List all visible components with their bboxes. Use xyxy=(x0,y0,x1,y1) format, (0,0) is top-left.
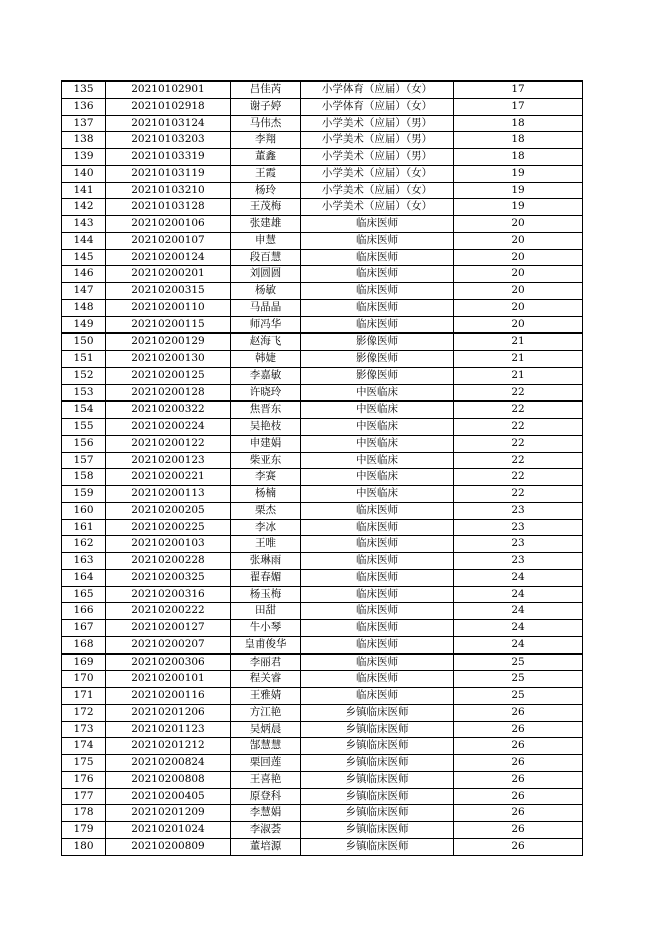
table-row xyxy=(62,620,583,637)
candidate-name-cell: 张建雄 xyxy=(231,216,301,233)
exam-id-cell: 20210200222 xyxy=(106,603,231,620)
table-row xyxy=(62,721,583,738)
exam-id-cell: 20210200221 xyxy=(106,469,231,486)
candidate-name-cell: 张琳雨 xyxy=(231,553,301,570)
table-row xyxy=(62,788,583,805)
group-number-cell: 20 xyxy=(454,266,583,283)
table-row xyxy=(62,132,583,149)
position-cell: 中医临床 xyxy=(301,452,454,469)
row-number-cell: 161 xyxy=(62,519,106,536)
group-number-cell: 20 xyxy=(454,249,583,266)
row-number-cell: 141 xyxy=(62,182,106,199)
position-cell: 临床医师 xyxy=(301,654,454,671)
position-cell: 小学体育（应届）（女） xyxy=(301,98,454,115)
row-number-cell: 160 xyxy=(62,502,106,519)
group-number-cell: 17 xyxy=(454,81,583,98)
position-cell: 临床医师 xyxy=(301,536,454,553)
position-cell: 中医临床 xyxy=(301,469,454,486)
row-number-cell: 142 xyxy=(62,199,106,216)
row-number-cell: 165 xyxy=(62,586,106,603)
position-cell: 中医临床 xyxy=(301,486,454,503)
candidate-name-cell: 韩婕 xyxy=(231,351,301,368)
table-row xyxy=(62,266,583,283)
exam-id-cell: 20210200130 xyxy=(106,351,231,368)
table-row xyxy=(62,333,583,350)
group-number-cell: 24 xyxy=(454,569,583,586)
row-number-cell: 147 xyxy=(62,283,106,300)
row-number-cell: 148 xyxy=(62,299,106,316)
group-number-cell: 22 xyxy=(454,384,583,401)
table-row xyxy=(62,738,583,755)
table-row xyxy=(62,671,583,688)
table-row xyxy=(62,805,583,822)
row-number-cell: 164 xyxy=(62,569,106,586)
group-number-cell: 21 xyxy=(454,367,583,384)
position-cell: 临床医师 xyxy=(301,603,454,620)
row-number-cell: 163 xyxy=(62,553,106,570)
candidate-name-cell: 刘圆圆 xyxy=(231,266,301,283)
table-row xyxy=(62,299,583,316)
group-number-cell: 23 xyxy=(454,502,583,519)
group-number-cell: 22 xyxy=(454,469,583,486)
group-number-cell: 18 xyxy=(454,132,583,149)
exam-id-cell: 20210201024 xyxy=(106,822,231,839)
group-number-cell: 24 xyxy=(454,636,583,653)
exam-id-cell: 20210200325 xyxy=(106,569,231,586)
row-number-cell: 162 xyxy=(62,536,106,553)
row-number-cell: 138 xyxy=(62,132,106,149)
candidate-name-cell: 吴艳枝 xyxy=(231,419,301,436)
row-number-cell: 167 xyxy=(62,620,106,637)
candidate-name-cell: 段百慧 xyxy=(231,249,301,266)
exam-id-cell: 20210200113 xyxy=(106,486,231,503)
candidate-name-cell: 杨玉梅 xyxy=(231,586,301,603)
exam-id-cell: 20210200125 xyxy=(106,367,231,384)
group-number-cell: 20 xyxy=(454,283,583,300)
group-number-cell: 21 xyxy=(454,333,583,350)
group-number-cell: 25 xyxy=(454,654,583,671)
candidate-name-cell: 王喜艳 xyxy=(231,771,301,788)
position-cell: 乡镇临床医师 xyxy=(301,788,454,805)
candidate-name-cell: 李丽君 xyxy=(231,654,301,671)
position-cell: 临床医师 xyxy=(301,216,454,233)
table-row xyxy=(62,569,583,586)
exam-id-cell: 20210200207 xyxy=(106,636,231,653)
position-cell: 临床医师 xyxy=(301,553,454,570)
position-cell: 中医临床 xyxy=(301,384,454,401)
position-cell: 乡镇临床医师 xyxy=(301,721,454,738)
table-row xyxy=(62,81,583,98)
exam-id-cell: 20210200107 xyxy=(106,232,231,249)
exam-id-cell: 20210200824 xyxy=(106,755,231,772)
exam-id-cell: 20210200405 xyxy=(106,788,231,805)
row-number-cell: 158 xyxy=(62,469,106,486)
exam-id-cell: 20210103119 xyxy=(106,165,231,182)
table-row xyxy=(62,586,583,603)
row-number-cell: 154 xyxy=(62,401,106,418)
exam-id-cell: 20210200306 xyxy=(106,654,231,671)
group-number-cell: 22 xyxy=(454,486,583,503)
group-number-cell: 23 xyxy=(454,553,583,570)
group-number-cell: 25 xyxy=(454,688,583,705)
group-number-cell: 26 xyxy=(454,788,583,805)
candidate-name-cell: 原登科 xyxy=(231,788,301,805)
table-row xyxy=(62,452,583,469)
group-number-cell: 22 xyxy=(454,419,583,436)
exam-id-cell: 20210102918 xyxy=(106,98,231,115)
position-cell: 影像医师 xyxy=(301,333,454,350)
position-cell: 小学美术（应届）（女） xyxy=(301,182,454,199)
group-number-cell: 26 xyxy=(454,704,583,721)
position-cell: 临床医师 xyxy=(301,569,454,586)
group-number-cell: 24 xyxy=(454,586,583,603)
position-cell: 中医临床 xyxy=(301,435,454,452)
candidate-name-cell: 翟春媚 xyxy=(231,569,301,586)
table-row xyxy=(62,367,583,384)
row-number-cell: 139 xyxy=(62,149,106,166)
group-number-cell: 26 xyxy=(454,822,583,839)
exam-id-cell: 20210200122 xyxy=(106,435,231,452)
table-row xyxy=(62,688,583,705)
group-number-cell: 17 xyxy=(454,98,583,115)
position-cell: 临床医师 xyxy=(301,283,454,300)
table-row xyxy=(62,199,583,216)
table-body xyxy=(62,81,583,855)
exam-id-cell: 20210200224 xyxy=(106,419,231,436)
candidate-name-cell: 王霞 xyxy=(231,165,301,182)
table-row xyxy=(62,553,583,570)
group-number-cell: 22 xyxy=(454,452,583,469)
row-number-cell: 136 xyxy=(62,98,106,115)
row-number-cell: 151 xyxy=(62,351,106,368)
candidate-name-cell: 许晓玲 xyxy=(231,384,301,401)
position-cell: 小学美术（应届）（男） xyxy=(301,115,454,132)
exam-id-cell: 20210102901 xyxy=(106,81,231,98)
position-cell: 中医临床 xyxy=(301,419,454,436)
exam-id-cell: 20210200123 xyxy=(106,452,231,469)
candidate-name-cell: 方江艳 xyxy=(231,704,301,721)
row-number-cell: 180 xyxy=(62,838,106,855)
group-number-cell: 26 xyxy=(454,755,583,772)
table-row xyxy=(62,98,583,115)
group-number-cell: 22 xyxy=(454,401,583,418)
table-row xyxy=(62,182,583,199)
exam-id-cell: 20210200128 xyxy=(106,384,231,401)
row-number-cell: 168 xyxy=(62,636,106,653)
position-cell: 小学美术（应届）（男） xyxy=(301,149,454,166)
exam-id-cell: 20210200116 xyxy=(106,688,231,705)
exam-id-cell: 20210200809 xyxy=(106,838,231,855)
table-row xyxy=(62,351,583,368)
exam-id-cell: 20210201206 xyxy=(106,704,231,721)
position-cell: 小学美术（应届）（男） xyxy=(301,132,454,149)
table-row xyxy=(62,232,583,249)
exam-id-cell: 20210200316 xyxy=(106,586,231,603)
table-row xyxy=(62,838,583,855)
group-number-cell: 18 xyxy=(454,149,583,166)
candidate-name-cell: 皇甫俊华 xyxy=(231,636,301,653)
exam-id-cell: 20210200315 xyxy=(106,283,231,300)
position-cell: 中医临床 xyxy=(301,401,454,418)
table-row xyxy=(62,704,583,721)
candidate-name-cell: 焦晋东 xyxy=(231,401,301,418)
group-number-cell: 26 xyxy=(454,805,583,822)
exam-id-cell: 20210200124 xyxy=(106,249,231,266)
group-number-cell: 20 xyxy=(454,216,583,233)
group-number-cell: 19 xyxy=(454,199,583,216)
exam-id-cell: 20210200201 xyxy=(106,266,231,283)
candidate-name-cell: 杨敏 xyxy=(231,283,301,300)
position-cell: 影像医师 xyxy=(301,351,454,368)
candidate-name-cell: 吕佳芮 xyxy=(231,81,301,98)
exam-id-cell: 20210103319 xyxy=(106,149,231,166)
exam-id-cell: 20210103128 xyxy=(106,199,231,216)
group-number-cell: 24 xyxy=(454,620,583,637)
table-row xyxy=(62,755,583,772)
position-cell: 小学美术（应届）（女） xyxy=(301,199,454,216)
candidate-name-cell: 师冯华 xyxy=(231,316,301,333)
candidate-name-cell: 李赛 xyxy=(231,469,301,486)
group-number-cell: 20 xyxy=(454,316,583,333)
candidate-name-cell: 杨玲 xyxy=(231,182,301,199)
table-row xyxy=(62,536,583,553)
exam-id-cell: 20210200115 xyxy=(106,316,231,333)
score-table xyxy=(61,80,583,856)
group-number-cell: 20 xyxy=(454,232,583,249)
exam-id-cell: 20210200228 xyxy=(106,553,231,570)
position-cell: 乡镇临床医师 xyxy=(301,805,454,822)
group-number-cell: 26 xyxy=(454,771,583,788)
table-row xyxy=(62,419,583,436)
candidate-name-cell: 杨楠 xyxy=(231,486,301,503)
group-number-cell: 26 xyxy=(454,838,583,855)
row-number-cell: 175 xyxy=(62,755,106,772)
table-row xyxy=(62,654,583,671)
row-number-cell: 143 xyxy=(62,216,106,233)
table-row xyxy=(62,502,583,519)
row-number-cell: 152 xyxy=(62,367,106,384)
position-cell: 临床医师 xyxy=(301,620,454,637)
candidate-name-cell: 李淑荟 xyxy=(231,822,301,839)
exam-id-cell: 20210200225 xyxy=(106,519,231,536)
position-cell: 临床医师 xyxy=(301,519,454,536)
group-number-cell: 19 xyxy=(454,165,583,182)
exam-id-cell: 20210200322 xyxy=(106,401,231,418)
position-cell: 乡镇临床医师 xyxy=(301,838,454,855)
position-cell: 乡镇临床医师 xyxy=(301,704,454,721)
position-cell: 影像医师 xyxy=(301,367,454,384)
table-row xyxy=(62,316,583,333)
candidate-name-cell: 董鑫 xyxy=(231,149,301,166)
exam-id-cell: 20210200129 xyxy=(106,333,231,350)
group-number-cell: 19 xyxy=(454,182,583,199)
candidate-name-cell: 申慧 xyxy=(231,232,301,249)
position-cell: 临床医师 xyxy=(301,266,454,283)
row-number-cell: 173 xyxy=(62,721,106,738)
candidate-name-cell: 马伟杰 xyxy=(231,115,301,132)
exam-id-cell: 20210200110 xyxy=(106,299,231,316)
row-number-cell: 179 xyxy=(62,822,106,839)
group-number-cell: 20 xyxy=(454,299,583,316)
position-cell: 乡镇临床医师 xyxy=(301,738,454,755)
candidate-name-cell: 马晶晶 xyxy=(231,299,301,316)
row-number-cell: 135 xyxy=(62,81,106,98)
table-row xyxy=(62,115,583,132)
row-number-cell: 176 xyxy=(62,771,106,788)
group-number-cell: 23 xyxy=(454,536,583,553)
candidate-name-cell: 申建娟 xyxy=(231,435,301,452)
position-cell: 临床医师 xyxy=(301,299,454,316)
exam-id-cell: 20210200127 xyxy=(106,620,231,637)
exam-id-cell: 20210200103 xyxy=(106,536,231,553)
table-row xyxy=(62,149,583,166)
position-cell: 乡镇临床医师 xyxy=(301,822,454,839)
group-number-cell: 24 xyxy=(454,603,583,620)
position-cell: 临床医师 xyxy=(301,316,454,333)
candidate-name-cell: 郜慧慧 xyxy=(231,738,301,755)
row-number-cell: 157 xyxy=(62,452,106,469)
table-row xyxy=(62,165,583,182)
row-number-cell: 171 xyxy=(62,688,106,705)
row-number-cell: 170 xyxy=(62,671,106,688)
candidate-name-cell: 谢子婷 xyxy=(231,98,301,115)
candidate-name-cell: 吴炳晨 xyxy=(231,721,301,738)
row-number-cell: 153 xyxy=(62,384,106,401)
position-cell: 临床医师 xyxy=(301,232,454,249)
table-row xyxy=(62,249,583,266)
table-row xyxy=(62,771,583,788)
exam-id-cell: 20210201123 xyxy=(106,721,231,738)
table-row xyxy=(62,216,583,233)
candidate-name-cell: 王茂梅 xyxy=(231,199,301,216)
candidate-name-cell: 赵海飞 xyxy=(231,333,301,350)
table-row xyxy=(62,519,583,536)
position-cell: 临床医师 xyxy=(301,502,454,519)
table-row xyxy=(62,469,583,486)
exam-id-cell: 20210103124 xyxy=(106,115,231,132)
position-cell: 小学美术（应届）（女） xyxy=(301,165,454,182)
exam-id-cell: 20210200808 xyxy=(106,771,231,788)
group-number-cell: 25 xyxy=(454,671,583,688)
group-number-cell: 23 xyxy=(454,519,583,536)
row-number-cell: 166 xyxy=(62,603,106,620)
row-number-cell: 155 xyxy=(62,419,106,436)
row-number-cell: 159 xyxy=(62,486,106,503)
row-number-cell: 145 xyxy=(62,249,106,266)
table-row xyxy=(62,636,583,653)
candidate-name-cell: 田甜 xyxy=(231,603,301,620)
position-cell: 临床医师 xyxy=(301,586,454,603)
row-number-cell: 156 xyxy=(62,435,106,452)
candidate-name-cell: 王唯 xyxy=(231,536,301,553)
position-cell: 临床医师 xyxy=(301,636,454,653)
position-cell: 临床医师 xyxy=(301,249,454,266)
row-number-cell: 169 xyxy=(62,654,106,671)
row-number-cell: 140 xyxy=(62,165,106,182)
exam-id-cell: 20210200101 xyxy=(106,671,231,688)
position-cell: 临床医师 xyxy=(301,671,454,688)
group-number-cell: 21 xyxy=(454,351,583,368)
exam-id-cell: 20210103203 xyxy=(106,132,231,149)
candidate-name-cell: 李翔 xyxy=(231,132,301,149)
exam-id-cell: 20210200106 xyxy=(106,216,231,233)
row-number-cell: 144 xyxy=(62,232,106,249)
table-row xyxy=(62,384,583,401)
row-number-cell: 146 xyxy=(62,266,106,283)
row-number-cell: 177 xyxy=(62,788,106,805)
candidate-name-cell: 董培源 xyxy=(231,838,301,855)
candidate-name-cell: 栗回莲 xyxy=(231,755,301,772)
row-number-cell: 137 xyxy=(62,115,106,132)
row-number-cell: 172 xyxy=(62,704,106,721)
candidate-name-cell: 李冰 xyxy=(231,519,301,536)
candidate-name-cell: 栗杰 xyxy=(231,502,301,519)
row-number-cell: 174 xyxy=(62,738,106,755)
candidate-name-cell: 李慧娟 xyxy=(231,805,301,822)
table-row xyxy=(62,486,583,503)
exam-id-cell: 20210103210 xyxy=(106,182,231,199)
position-cell: 小学体育（应届）（女） xyxy=(301,81,454,98)
position-cell: 临床医师 xyxy=(301,688,454,705)
exam-id-cell: 20210201212 xyxy=(106,738,231,755)
group-number-cell: 26 xyxy=(454,721,583,738)
table-row xyxy=(62,603,583,620)
group-number-cell: 22 xyxy=(454,435,583,452)
table-row xyxy=(62,401,583,418)
row-number-cell: 150 xyxy=(62,333,106,350)
table-row xyxy=(62,435,583,452)
group-number-cell: 26 xyxy=(454,738,583,755)
candidate-name-cell: 王雅婧 xyxy=(231,688,301,705)
candidate-name-cell: 牛小琴 xyxy=(231,620,301,637)
row-number-cell: 149 xyxy=(62,316,106,333)
candidate-name-cell: 柴亚东 xyxy=(231,452,301,469)
candidate-name-cell: 程关睿 xyxy=(231,671,301,688)
table-row xyxy=(62,283,583,300)
candidate-name-cell: 李嘉敏 xyxy=(231,367,301,384)
exam-id-cell: 20210201209 xyxy=(106,805,231,822)
group-number-cell: 18 xyxy=(454,115,583,132)
exam-id-cell: 20210200205 xyxy=(106,502,231,519)
table-row xyxy=(62,822,583,839)
row-number-cell: 178 xyxy=(62,805,106,822)
position-cell: 乡镇临床医师 xyxy=(301,771,454,788)
position-cell: 乡镇临床医师 xyxy=(301,755,454,772)
